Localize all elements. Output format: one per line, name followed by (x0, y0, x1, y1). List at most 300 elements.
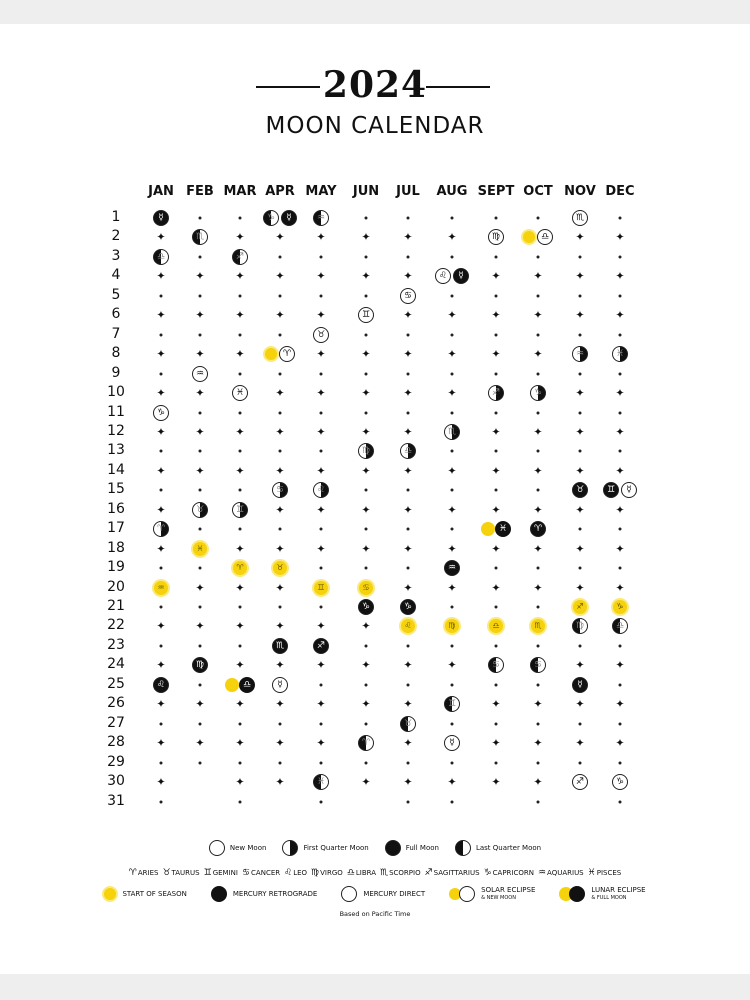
sparkle-icon: ✦ (156, 658, 166, 672)
month-header: JAN (148, 184, 174, 199)
sparkle-icon: ✦ (491, 503, 501, 517)
legend-zodiac-item (380, 868, 421, 878)
legend-phases (0, 836, 750, 856)
sparkle-icon: ✦ (615, 542, 625, 556)
sparkle-icon: ✦ (316, 425, 326, 439)
sparkle-icon: ✦ (447, 347, 457, 361)
sparkle-icon: ✦ (361, 658, 371, 672)
day-number: 10 (107, 384, 125, 401)
season-start-sun-icon: ♉ (273, 561, 287, 575)
day-dot (495, 411, 498, 414)
zodiac-label: CAPRICORN (492, 868, 534, 877)
day-dot (407, 644, 410, 647)
day-dot (239, 761, 242, 764)
day-dot (451, 489, 454, 492)
sparkle-icon: ✦ (195, 736, 205, 750)
day-dot (451, 800, 454, 803)
first-quarter-moon-icon: ♏ (444, 424, 460, 440)
day-dot (365, 333, 368, 336)
legend-label: Full Moon (405, 843, 439, 852)
season-start-sun-icon: ♑ (613, 600, 627, 614)
day-dot (579, 255, 582, 258)
legend-zodiac-item (484, 868, 534, 878)
last-quarter-moon-icon: ♎ (153, 249, 169, 265)
zodiac-label: LEO (293, 868, 308, 877)
zodiac-icon: ♍ (311, 867, 320, 878)
day-dot (160, 800, 163, 803)
mercury-retrograde-icon: ☿ (281, 210, 297, 226)
day-dot (407, 800, 410, 803)
legend-special-item (449, 883, 535, 902)
day-dot (365, 528, 368, 531)
full-moon-icon: ♉ (572, 482, 588, 498)
day-number: 2 (111, 228, 121, 245)
legend-lq-moon-icon (455, 840, 471, 856)
sparkle-icon: ✦ (533, 425, 543, 439)
month-header: FEB (186, 184, 214, 199)
sparkle-icon: ✦ (361, 464, 371, 478)
sparkle-icon: ✦ (491, 425, 501, 439)
zodiac-label: PISCES (596, 868, 622, 877)
day-number: 30 (107, 773, 125, 790)
zodiac-label: CANCER (251, 868, 281, 877)
season-start-sun-icon: ♏ (531, 619, 545, 633)
day-dot (320, 255, 323, 258)
day-dot (320, 722, 323, 725)
day-dot (160, 644, 163, 647)
sparkle-icon: ✦ (533, 542, 543, 556)
day-dot (160, 761, 163, 764)
legend-label: Last Quarter Moon (475, 843, 542, 852)
sparkle-icon: ✦ (275, 503, 285, 517)
day-number: 31 (107, 792, 125, 809)
day-dot (279, 528, 282, 531)
sparkle-icon: ✦ (316, 503, 326, 517)
full-moon-icon: ♍ (192, 657, 208, 673)
sparkle-icon: ✦ (361, 619, 371, 633)
sparkle-icon: ✦ (235, 269, 245, 283)
day-dot (199, 450, 202, 453)
zodiac-icon: ♌ (284, 867, 293, 878)
day-dot (537, 489, 540, 492)
sparkle-icon: ✦ (575, 697, 585, 711)
day-dot (407, 217, 410, 220)
day-dot (239, 606, 242, 609)
day-dot (239, 489, 242, 492)
first-quarter-moon-icon: ♍ (358, 443, 374, 459)
day-dot (407, 528, 410, 531)
sparkle-icon: ✦ (575, 736, 585, 750)
zodiac-icon: ♎ (346, 867, 355, 878)
day-number: 8 (111, 345, 121, 362)
day-dot (579, 567, 582, 570)
legend-zodiac-item (538, 868, 584, 878)
day-dot (160, 606, 163, 609)
zodiac-label: VIRGO (320, 868, 343, 877)
new-moon-icon: ♍ (488, 229, 504, 245)
sparkle-icon: ✦ (491, 308, 501, 322)
day-number: 13 (107, 442, 125, 459)
day-dot (537, 333, 540, 336)
sparkle-icon: ✦ (615, 269, 625, 283)
day-number: 24 (107, 656, 125, 673)
sparkle-icon: ✦ (316, 542, 326, 556)
zodiac-label: TAURUS (171, 868, 200, 877)
sparkle-icon: ✦ (403, 658, 413, 672)
sparkle-icon: ✦ (491, 736, 501, 750)
new-moon-icon: ♌ (435, 268, 451, 284)
sparkle-icon: ✦ (575, 230, 585, 244)
sparkle-icon: ✦ (615, 386, 625, 400)
sparkle-icon: ✦ (615, 697, 625, 711)
sparkle-icon: ✦ (447, 503, 457, 517)
zodiac-icon: ♈ (128, 867, 137, 878)
zodiac-label: SCORPIO (389, 868, 421, 877)
sparkle-icon: ✦ (275, 425, 285, 439)
sparkle-icon: ✦ (156, 269, 166, 283)
day-dot (495, 450, 498, 453)
day-number: 12 (107, 422, 125, 439)
zodiac-label: GEMINI (212, 868, 238, 877)
legend-special-item (104, 883, 186, 902)
sparkle-icon: ✦ (403, 425, 413, 439)
legend-zodiac-item (284, 868, 307, 878)
day-dot (579, 372, 582, 375)
day-dot (279, 761, 282, 764)
day-dot (239, 411, 242, 414)
first-quarter-moon-icon: ♑ (530, 385, 546, 401)
title-subtitle: MOON CALENDAR (265, 113, 485, 139)
day-dot (279, 606, 282, 609)
day-dot (495, 644, 498, 647)
zodiac-symbol: ♎ (242, 679, 252, 690)
legend-specials (0, 882, 750, 902)
sparkle-icon: ✦ (615, 736, 625, 750)
day-dot (239, 528, 242, 531)
full-moon-icon: ♐ (313, 638, 329, 654)
day-dot (619, 683, 622, 686)
legend-special-title: START OF SEASON (122, 889, 187, 898)
zodiac-icon: ♓ (587, 867, 596, 878)
day-dot (619, 450, 622, 453)
day-dot (199, 606, 202, 609)
day-dot (239, 722, 242, 725)
last-quarter-moon-icon: ♈ (358, 735, 374, 751)
sparkle-icon: ✦ (615, 425, 625, 439)
season-start-sun-icon: ♐ (573, 600, 587, 614)
day-dot (619, 644, 622, 647)
day-dot (199, 722, 202, 725)
footnote: Based on Pacific Time (339, 910, 411, 918)
sparkle-icon: ✦ (195, 425, 205, 439)
sparkle-icon: ✦ (235, 581, 245, 595)
day-number: 26 (107, 695, 125, 712)
title-row (0, 64, 750, 106)
sparkle-icon: ✦ (361, 503, 371, 517)
day-number: 27 (107, 714, 125, 731)
day-dot (579, 528, 582, 531)
day-dot (199, 411, 202, 414)
sparkle-icon: ✦ (235, 542, 245, 556)
sparkle-icon: ✦ (447, 230, 457, 244)
last-quarter-moon-icon: ♎ (612, 618, 628, 634)
sparkle-icon: ✦ (533, 464, 543, 478)
sparkle-icon: ✦ (156, 308, 166, 322)
day-number: 19 (107, 559, 125, 576)
season-start-sun-icon: ♒ (154, 581, 168, 595)
sparkle-icon: ✦ (361, 425, 371, 439)
day-dot (495, 372, 498, 375)
day-dot (537, 255, 540, 258)
sparkle-icon: ✦ (275, 464, 285, 478)
day-dot (451, 372, 454, 375)
sparkle-icon: ✦ (403, 308, 413, 322)
sparkle-icon: ✦ (195, 308, 205, 322)
mercury-direct-icon (341, 886, 357, 902)
sparkle-icon: ✦ (235, 308, 245, 322)
legend-zodiac (0, 862, 750, 881)
sparkle-icon: ✦ (361, 697, 371, 711)
day-dot (199, 528, 202, 531)
month-header: SEPT (477, 184, 515, 199)
day-dot (279, 411, 282, 414)
day-dot (495, 683, 498, 686)
lunar-eclipse-icon (225, 677, 255, 693)
day-dot (495, 722, 498, 725)
season-start-sun-icon: ♊ (314, 581, 328, 595)
full-moon-icon: ♒ (444, 560, 460, 576)
sparkle-icon: ✦ (361, 386, 371, 400)
day-dot (320, 528, 323, 531)
sparkle-icon: ✦ (275, 230, 285, 244)
day-number: 22 (107, 617, 125, 634)
sparkle-icon: ✦ (316, 736, 326, 750)
legend-special-title: LUNAR ECLIPSE (591, 885, 646, 894)
new-moon-icon: ♉ (313, 327, 329, 343)
first-quarter-moon-icon: ♎ (400, 443, 416, 459)
day-dot (495, 489, 498, 492)
day-dot (495, 217, 498, 220)
day-dot (579, 294, 582, 297)
day-dot (451, 217, 454, 220)
day-dot (239, 644, 242, 647)
sparkle-icon: ✦ (195, 386, 205, 400)
zodiac-symbol: ♈ (282, 349, 292, 360)
day-number: 17 (107, 520, 125, 537)
day-dot (451, 644, 454, 647)
sparkle-icon: ✦ (447, 308, 457, 322)
sparkle-icon: ✦ (491, 542, 501, 556)
day-dot (279, 255, 282, 258)
day-dot (451, 333, 454, 336)
day-dot (495, 606, 498, 609)
day-dot (579, 411, 582, 414)
sparkle-icon: ✦ (533, 503, 543, 517)
legend-zodiac-item (162, 868, 199, 878)
zodiac-icon: ♒ (537, 867, 547, 878)
day-dot (619, 217, 622, 220)
sparkle-icon: ✦ (361, 230, 371, 244)
sparkle-icon: ✦ (533, 269, 543, 283)
day-dot (451, 683, 454, 686)
lunar-eclipse-icon (481, 521, 511, 537)
first-quarter-moon-icon: ♓ (612, 346, 628, 362)
zodiac-icon: ♏ (380, 867, 389, 878)
legend-special-title: MERCURY DIRECT (363, 889, 426, 898)
zodiac-icon: ♑ (483, 867, 492, 878)
day-dot (199, 683, 202, 686)
day-dot (495, 333, 498, 336)
day-dot (619, 722, 622, 725)
legend-special-label (591, 886, 645, 902)
day-number: 18 (107, 539, 125, 556)
sparkle-icon: ✦ (403, 386, 413, 400)
sparkle-icon: ✦ (403, 347, 413, 361)
day-dot (407, 255, 410, 258)
zodiac-icon: ♋ (241, 867, 251, 878)
sparkle-icon: ✦ (403, 581, 413, 595)
month-header: AUG (436, 184, 468, 199)
month-header: JUN (352, 184, 380, 199)
last-quarter-moon-icon: ♑ (263, 210, 279, 226)
solar-eclipse-icon (265, 346, 295, 362)
sparkle-icon: ✦ (156, 736, 166, 750)
day-dot (160, 372, 163, 375)
new-moon-icon: ♐ (572, 774, 588, 790)
sparkle-icon: ✦ (575, 542, 585, 556)
day-dot (495, 761, 498, 764)
sparkle-icon: ✦ (575, 581, 585, 595)
sparkle-icon: ✦ (235, 230, 245, 244)
season-start-sun-icon: ♈ (233, 561, 247, 575)
sparkle-icon: ✦ (361, 542, 371, 556)
zodiac-icon: ♉ (162, 867, 171, 878)
day-number: 3 (111, 247, 121, 264)
full-moon-icon: ♊ (603, 482, 619, 498)
sparkle-icon: ✦ (195, 269, 205, 283)
day-dot (407, 761, 410, 764)
sparkle-icon: ✦ (491, 697, 501, 711)
sparkle-icon: ✦ (533, 308, 543, 322)
day-number: 21 (107, 598, 125, 614)
day-dot (537, 411, 540, 414)
legend-special-label (363, 890, 425, 898)
day-dot (579, 761, 582, 764)
sparkle-icon: ✦ (275, 308, 285, 322)
legend-special-item (559, 883, 645, 902)
day-dot (619, 528, 622, 531)
day-number: 25 (107, 675, 125, 692)
sparkle-icon: ✦ (275, 736, 285, 750)
day-dot (537, 217, 540, 220)
legend-label: New Moon (229, 843, 267, 852)
day-dot (495, 567, 498, 570)
sparkle-icon: ✦ (491, 464, 501, 478)
day-dot (160, 450, 163, 453)
legend-zodiac-item (311, 868, 343, 878)
last-quarter-moon-icon: ♍ (572, 618, 588, 634)
legend-special-title: SOLAR ECLIPSE (481, 885, 536, 894)
month-header: MAR (223, 184, 257, 199)
sparkle-icon: ✦ (316, 386, 326, 400)
day-dot (160, 333, 163, 336)
day-dot (407, 567, 410, 570)
sparkle-icon: ✦ (156, 386, 166, 400)
sparkle-icon: ✦ (156, 230, 166, 244)
last-quarter-moon-icon: ♏ (192, 229, 208, 245)
day-dot (407, 489, 410, 492)
zodiac-label: SAGITTARIUS (433, 868, 480, 877)
zodiac-symbol: ♎ (540, 232, 550, 243)
day-dot (199, 333, 202, 336)
day-number: 16 (107, 500, 125, 517)
first-quarter-moon-icon: ♐ (488, 385, 504, 401)
day-dot (537, 450, 540, 453)
day-dot (365, 372, 368, 375)
sparkle-icon: ✦ (403, 736, 413, 750)
day-dot (199, 644, 202, 647)
month-header: OCT (523, 184, 553, 199)
first-quarter-moon-icon: ♒ (572, 346, 588, 362)
last-quarter-moon-icon: ♋ (530, 657, 546, 673)
zodiac-label: AQUARIUS (547, 868, 584, 877)
sparkle-icon: ✦ (235, 697, 245, 711)
season-start-sun-icon: ♋ (359, 581, 373, 595)
sparkle-icon: ✦ (275, 775, 285, 789)
legend-special-item (211, 883, 317, 902)
legend-special-item (341, 883, 425, 902)
zodiac-icon: ♐ (424, 867, 433, 878)
day-dot (199, 217, 202, 220)
sparkle-icon: ✦ (275, 697, 285, 711)
legend-new-moon-icon (209, 840, 225, 856)
sparkle-icon: ✦ (575, 386, 585, 400)
day-dot (407, 372, 410, 375)
zodiac-label: LIBRA (355, 868, 376, 877)
day-dot (619, 567, 622, 570)
sparkle-icon: ✦ (235, 775, 245, 789)
sparkle-icon: ✦ (156, 775, 166, 789)
sparkle-icon: ✦ (235, 347, 245, 361)
sparkle-icon: ✦ (615, 230, 625, 244)
sparkle-icon: ✦ (275, 619, 285, 633)
day-dot (160, 567, 163, 570)
solar-eclipse-icon (523, 229, 553, 245)
day-dot (451, 722, 454, 725)
sparkle-icon: ✦ (361, 269, 371, 283)
sparkle-icon: ✦ (316, 308, 326, 322)
month-header: DEC (605, 184, 635, 199)
day-dot (619, 411, 622, 414)
sparkle-icon: ✦ (275, 269, 285, 283)
legend-label: First Quarter Moon (303, 843, 369, 852)
day-dot (579, 644, 582, 647)
sparkle-icon: ✦ (575, 658, 585, 672)
sparkle-icon: ✦ (316, 347, 326, 361)
season-start-sun-icon: ♌ (401, 619, 415, 633)
day-dot (619, 372, 622, 375)
sparkle-icon: ✦ (403, 269, 413, 283)
sparkle-icon: ✦ (195, 581, 205, 595)
day-dot (451, 294, 454, 297)
new-moon-icon: ♑ (612, 774, 628, 790)
legend-zodiac-item (129, 868, 159, 878)
day-dot (537, 722, 540, 725)
legend-full-moon-icon (385, 840, 401, 856)
legend-zodiac-item (425, 868, 480, 878)
day-dot (320, 683, 323, 686)
sparkle-icon: ✦ (156, 503, 166, 517)
